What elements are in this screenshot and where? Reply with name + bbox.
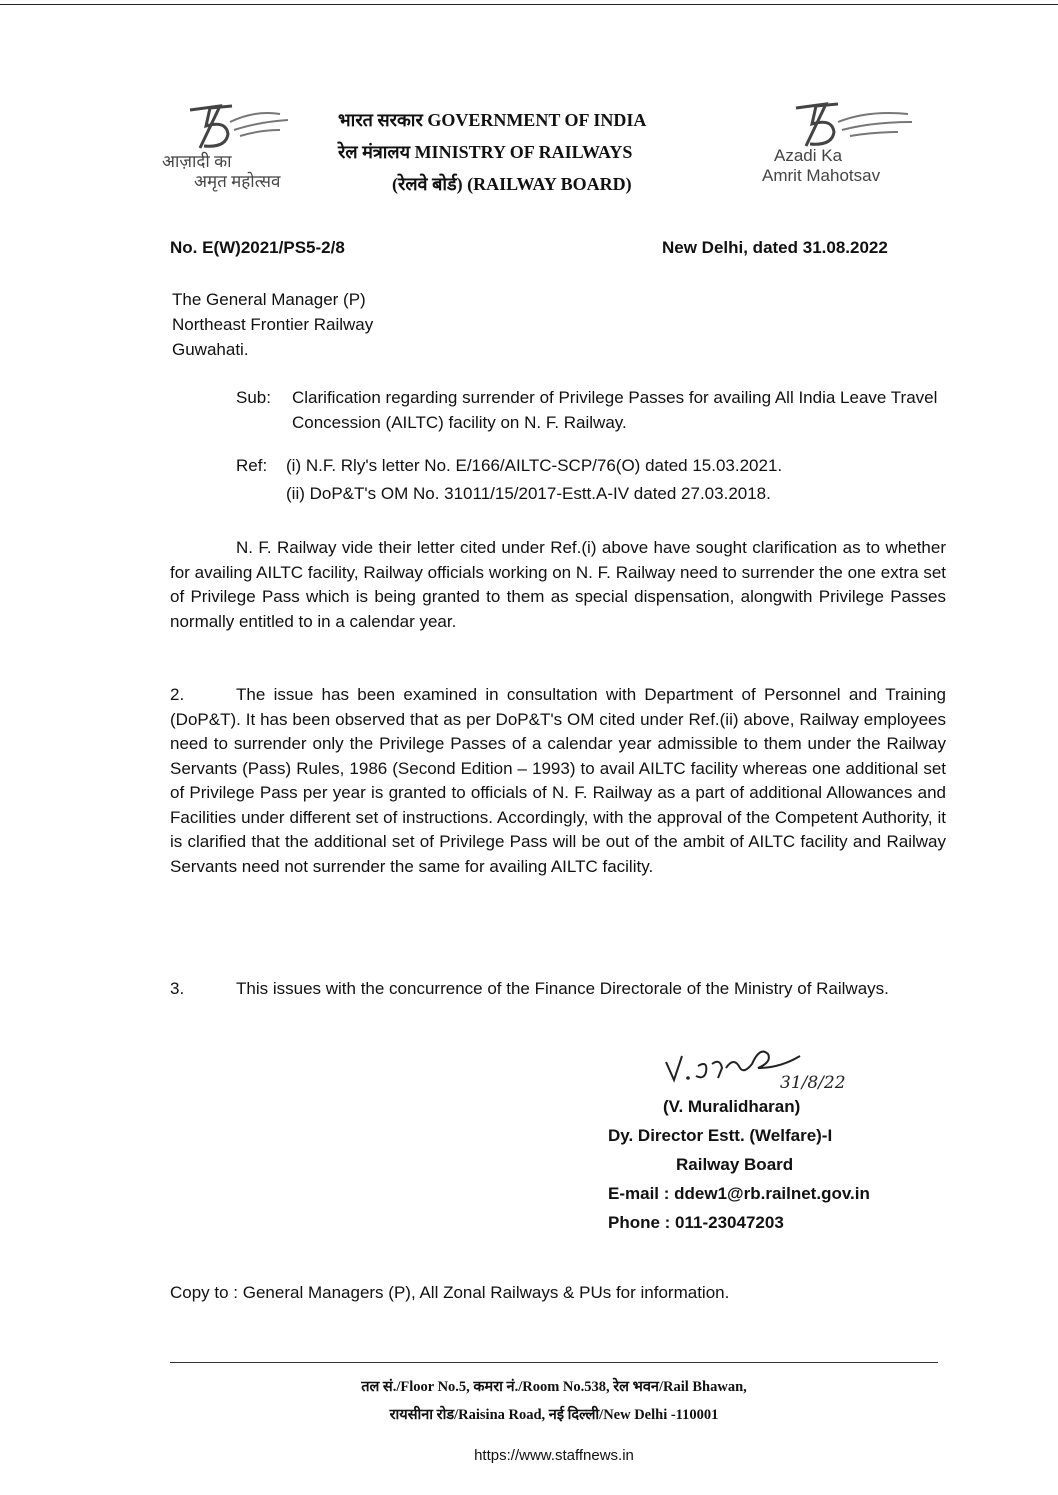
addressee-line: Guwahati.: [172, 340, 249, 359]
footer-address-line-1: तल सं./Floor No.5, कमरा नं./Room No.538, रेल भवन/Rail Bhawan,: [361, 1379, 747, 1395]
paragraph-2-text: The issue has been examined in consultation with Department of Personnel and Training (DoP&T). It has been observed that as per DoP&T's OM cited under Ref.(ii) above, Railway employees need to surrender only the Privilege Passes of a calendar year admissible to them under the Railway Servants (Pass) Rules, 1986 (Second Edition – 1993) to avail AILTC facility whereas one additional set of Privilege Pass per year is granted to officials of N. F. Railway as a part of additional Allowances and Facilities under different set of instructions. Accordingly, with the approval of the Competent Authority, it is clarified that the additional set of Privilege Pass will be out of the ambit of AILTC facility and Railway Servants need not surrender the same for availing AILTC facility.: [170, 685, 946, 876]
logo-75-icon: [170, 100, 300, 156]
logo-right-caption-1: Azadi Ka: [774, 146, 843, 165]
signatory-phone: Phone : 011-23047203: [608, 1213, 784, 1232]
signatory-name: (V. Muralidharan): [663, 1097, 801, 1116]
letterhead-line-government: भारत सरकार GOVERNMENT OF INDIA: [338, 110, 647, 130]
footer-address-line-2: रायसीना रोड/Raisina Road, नई दिल्ली/New Delhi -110001: [389, 1407, 719, 1423]
paragraph-3-text: This issues with the concurrence of the Finance Directorale of the Ministry of Railways.: [236, 979, 889, 998]
signature-date: 31/8/22: [780, 1073, 846, 1093]
letter-date: New Delhi, dated 31.08.2022: [662, 238, 888, 257]
subject-block: [236, 385, 946, 435]
letterhead: [330, 104, 750, 200]
letterhead-line-ministry: रेल मंत्रालय MINISTRY OF RAILWAYS: [338, 142, 633, 162]
logo-left-caption-1: आज़ादी का: [162, 152, 232, 171]
references-block: [236, 452, 782, 508]
signatory-designation: Dy. Director Estt. (Welfare)-I: [608, 1126, 833, 1145]
reference-item: (ii) DoP&T's OM No. 31011/15/2017-Estt.A-IV dated 27.03.2018.: [286, 484, 771, 503]
references-label: Ref:: [236, 456, 268, 475]
paragraph-2: [170, 683, 946, 879]
signature-icon: [660, 1034, 900, 1094]
top-rule: [0, 4, 1058, 5]
subject-label: Sub:: [236, 388, 271, 407]
addressee-block: [172, 287, 373, 362]
footer-rule: [170, 1362, 938, 1363]
reference-item: (i) N.F. Rly's letter No. E/166/AILTC-SCP/76(O) dated 15.03.2021.: [286, 456, 783, 475]
paragraph-1: N. F. Railway vide their letter cited under Ref.(i) above have sought clarification as to whether for availing AILTC facility, Railway officials working on N. F. Railway need to surrender the one extra set of Privilege Pass which is being granted to them as special dispensation, alongwith Privilege Passes normally entitled to in a calendar year.: [170, 538, 946, 631]
azadi-ka-amrit-mahotsav-logo-right: [762, 100, 920, 192]
signatory-office: Railway Board: [676, 1155, 794, 1174]
logo-left-caption-2: अमृत महोत्सव: [194, 172, 281, 191]
addressee-line: Northeast Frontier Railway: [172, 315, 374, 334]
handwritten-signature: [660, 1034, 900, 1099]
signature-block: [608, 1092, 870, 1237]
paragraph-2-number: 2.: [170, 685, 185, 704]
copy-to: Copy to : General Managers (P), All Zonal Railways & PUs for information.: [170, 1283, 730, 1302]
subject-text: Clarification regarding surrender of Privilege Passes for availing All India Leave Travel Concession (AILTC) facility on N. F. Railway.: [292, 388, 938, 432]
paragraph-3-number: 3.: [170, 979, 185, 998]
logo-right-caption-2: Amrit Mahotsav: [762, 166, 881, 185]
source-url[interactable]: https://www.staffnews.in: [474, 1447, 634, 1464]
footer-address: [170, 1373, 938, 1429]
paragraph-3: [170, 977, 946, 1002]
letter-reference-number: No. E(W)2021/PS5-2/8: [170, 238, 345, 257]
letterhead-line-board: (रेलवे बोर्ड) (RAILWAY BOARD): [392, 174, 632, 194]
signatory-email: E-mail : ddew1@rb.railnet.gov.in: [608, 1184, 870, 1203]
addressee-line: The General Manager (P): [172, 290, 366, 309]
azadi-ka-amrit-mahotsav-logo-left: [160, 100, 310, 192]
